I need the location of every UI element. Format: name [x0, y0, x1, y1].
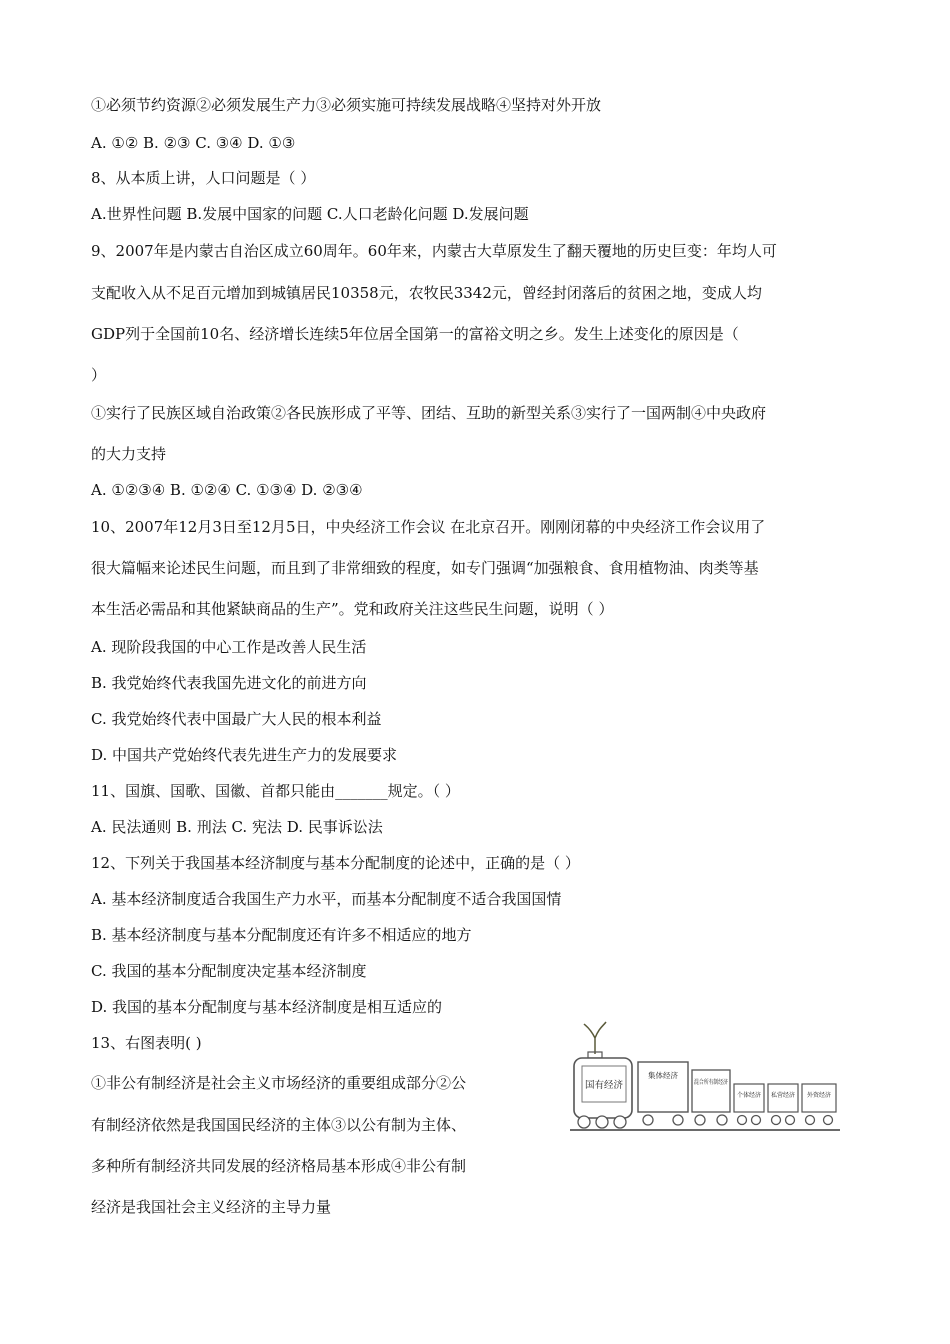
train-car-collective	[638, 1062, 688, 1112]
q9-stem-line4: ）	[91, 366, 107, 384]
q9-stem-line2: 支配收入从不足百元增加到城镇居民10358元，农牧民3342元，曾经封闭落后的贫困之地，变成人均	[91, 284, 762, 302]
train-car-mixed	[692, 1070, 737, 1112]
q12-stem: 12、下列关于我国基本经济制度与基本分配制度的论述中，正确的是（ ）	[91, 854, 580, 872]
q11-stem: 11、国旗、国歌、国徽、首都只能由_______规定。（ ）	[91, 782, 460, 800]
q13-statements-line2: 有制经济依然是我国国民经济的主体③以公有制为主体、	[91, 1116, 467, 1134]
train-wheels	[578, 1115, 833, 1128]
q10-stem-line2: 很大篇幅来论述民生问题，而且到了非常细致的程度，如专门强调“加强粮食、食用植物油、肉类等基	[91, 559, 759, 577]
chimney-icon	[584, 1022, 606, 1054]
q12-choice-b: B. 基本经济制度与基本分配制度还有许多不相适应的地方	[91, 926, 472, 944]
q10-choice-b: B. 我党始终代表我国先进文化的前进方向	[91, 674, 367, 692]
q9-stem-line3: GDP列于全国前10名、经济增长连续5年位居全国第一的富裕文明之乡。发生上述变化的原因是（	[91, 325, 739, 343]
q10-choice-c: C. 我党始终代表中国最广大人民的根本利益	[91, 710, 382, 728]
q8-choices: A.世界性问题 B.发展中国家的问题 C.人口老龄化问题 D.发展问题	[91, 205, 529, 223]
q13-stem: 13、右图表明( )	[91, 1034, 202, 1052]
q10-stem-line1: 10、2007年12月3日至12月5日，中央经济工作会议 在北京召开。刚刚闭幕的中央经济工作会议用了	[91, 518, 766, 536]
q12-choice-a: A. 基本经济制度适合我国生产力水平，而基本分配制度不适合我国国情	[91, 890, 562, 908]
q10-choice-a: A. 现阶段我国的中心工作是改善人民生活	[91, 638, 367, 656]
car-label-individual: 个体经济	[736, 1092, 762, 1099]
q12-choice-d: D. 我国的基本分配制度与基本经济制度是相互适应的	[91, 998, 443, 1016]
car-label-foreign: 外资经济	[806, 1092, 832, 1099]
q12-choice-c: C. 我国的基本分配制度决定基本经济制度	[91, 962, 367, 980]
economy-train-figure	[568, 1016, 843, 1141]
q9-statements-line2: 的大力支持	[91, 445, 167, 463]
q7-options-statements: ①必须节约资源②必须发展生产力③必须实施可持续发展战略④坚持对外开放	[91, 96, 602, 114]
car-label-collective: 集体经济	[648, 1071, 678, 1080]
q8-stem: 8、从本质上讲，人口问题是（ ）	[91, 169, 316, 187]
q11-choices: A. 民法通则 B. 刑法 C. 宪法 D. 民事诉讼法	[91, 818, 383, 836]
q13-statements-line4: 经济是我国社会主义经济的主导力量	[91, 1198, 332, 1216]
q13-statements-line1: ①非公有制经济是社会主义市场经济的重要组成部分②公	[91, 1074, 467, 1092]
q13-statements-line3: 多种所有制经济共同发展的经济格局基本形成④非公有制	[91, 1157, 467, 1175]
q9-stem-line1: 9、2007年是内蒙古自治区成立60周年。60年来，内蒙古大草原发生了翻天覆地的历史巨变：年均人可	[91, 242, 777, 260]
q10-choice-d: D. 中国共产党始终代表先进生产力的发展要求	[91, 746, 398, 764]
q7-choices: A. ①② B. ②③ C. ③④ D. ①③	[91, 134, 296, 152]
q10-stem-line3: 本生活必需品和其他紧缺商品的生产”。党和政府关注这些民生问题，说明（ ）	[91, 600, 614, 618]
q9-choices: A. ①②③④ B. ①②④ C. ①③④ D. ②③④	[91, 481, 363, 499]
engine-label: 国有经济	[584, 1080, 624, 1091]
car-label-private: 私营经济	[770, 1092, 796, 1099]
car-label-mixed: 混合所有制经济	[694, 1079, 737, 1086]
q9-statements-line1: ①实行了民族区域自治政策②各民族形成了平等、团结、互助的新型关系③实行了一国两制④中央政府	[91, 404, 767, 422]
